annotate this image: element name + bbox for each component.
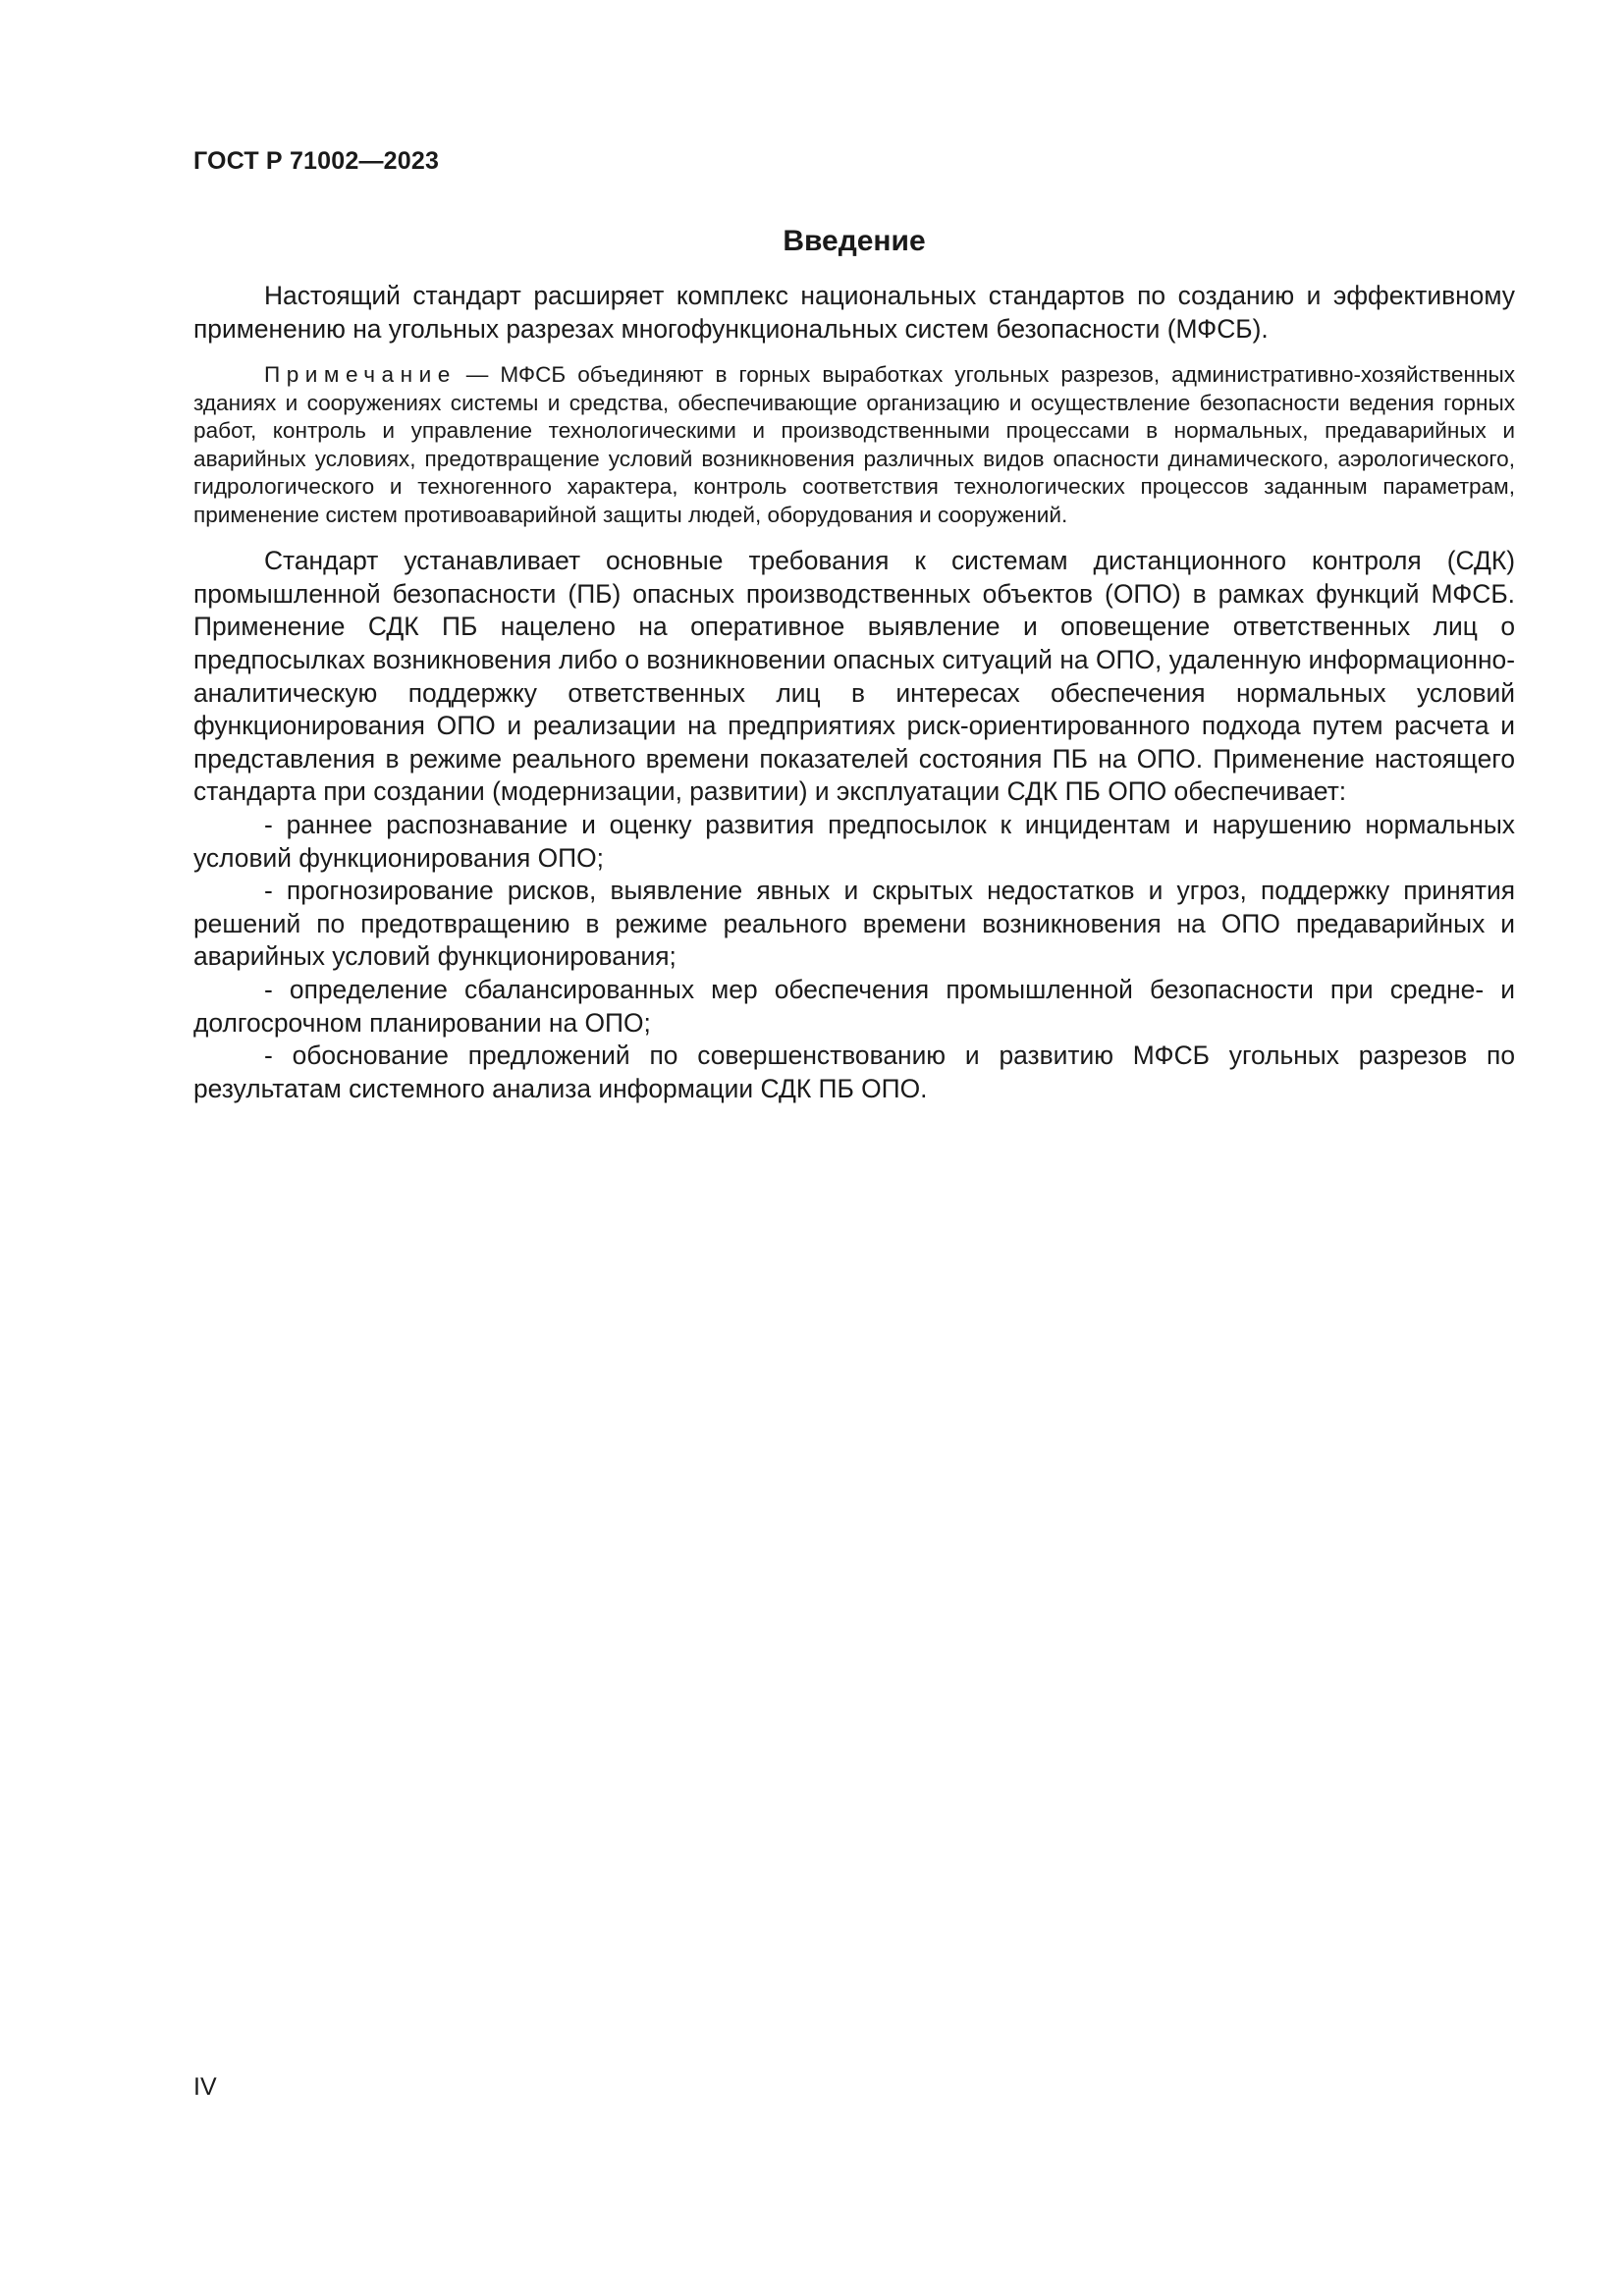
- list-item: - определение сбалансированных мер обеспечения промышленной безопасности при средне- и долгосрочном планировании на ОПО;: [193, 974, 1515, 1038]
- list-item: - обоснование предложений по совершенствованию и развитию МФСБ угольных разрезов по результатам системного анализа информации СДК ПБ ОПО.: [193, 1041, 1515, 1103]
- requirements-list: [193, 809, 1515, 1105]
- section-title: Введение: [783, 225, 926, 257]
- document-id-header: ГОСТ Р 71002—2023: [193, 147, 440, 175]
- list-item: - прогнозирование рисков, выявление явных и скрытых недостатков и угроз, поддержку принятия решений по предотвращению в режиме реального времени возникновения на ОПО предаварийных и аварийных условий функционирования;: [193, 876, 1515, 972]
- page-content: [193, 221, 1515, 1105]
- intro-paragraph: Настоящий стандарт расширяет комплекс национальных стандартов по созданию и эффективному применению на угольных разрезах многофункциональных систем безопасности (МФСБ).: [193, 281, 1515, 344]
- list-item: - раннее распознавание и оценку развития предпосылок к инцидентам и нарушению нормальных условий функционирования ОПО;: [193, 809, 1515, 873]
- note-label: Примечание: [264, 362, 457, 388]
- main-paragraph: Стандарт устанавливает основные требования к системам дистанционного контроля (СДК) промышленной безопасности (ПБ) опасных производственных объектов (ОПО) в рамках функций МФСБ. Применение СДК ПБ нацелено на оперативное выявление и оповещение ответственных лиц о предпосылках возникновения либо о возникновении опасных ситуаций на ОПО, удаленную информационно-аналитическую поддержку ответственных лиц в интересах обеспечения нормальных условий функционирования ОПО и реализации на предприятиях риск-ориентированного подхода путем расчета и представления в режиме реального времени показателей состояния ПБ на ОПО. Применение настоящего стандарта при создании (модернизации, развитии) и эксплуатации СДК ПБ ОПО обеспечивает:: [193, 546, 1515, 807]
- page-number: IV: [193, 2073, 217, 2101]
- note-text: — МФСБ объединяют в горных выработках угольных разрезов, административно-хозяйственных зданиях и сооружениях системы и средства, обеспечивающие организацию и осуществление безопасности ведения горных работ, контроль и управление технологическими и производственными процессами в нормальных, предаварийных и аварийных условиях, предотвращение условий возникновения различных видов опасности динамического, аэрологического, гидрологического и техногенного характера, контроль соответствия технологических процессов заданным параметрам, применение систем противоаварийной защиты людей, оборудования и сооружений.: [193, 362, 1515, 527]
- note-block: [193, 361, 1515, 529]
